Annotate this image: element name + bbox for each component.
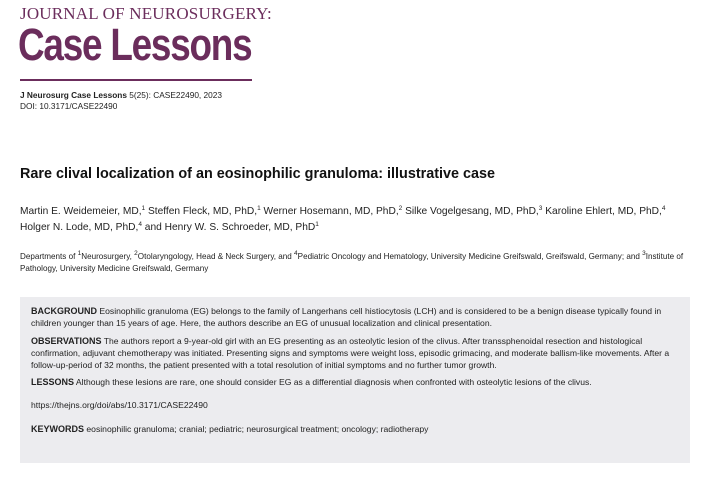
department: Institute of Pathology, University Medicine Greifswald, Germany [20, 252, 684, 273]
citation-block [20, 90, 222, 112]
affiliation-mark: 3 [538, 205, 543, 212]
author: Silke Vogelgesang, MD, PhD, [402, 206, 539, 217]
abstract-keywords [31, 423, 679, 435]
journal-name-line1: JOURNAL OF NEUROSURGERY: [20, 4, 272, 23]
departments [20, 251, 696, 275]
volume-info: 5(25): CASE22490, 2023 [126, 90, 223, 100]
lessons-heading: LESSONS [31, 377, 75, 388]
affiliation-mark: 2 [398, 205, 403, 212]
journal-logo-case-lessons: Case Lessons [18, 19, 252, 70]
author: Steffen Fleck, MD, PhD, [145, 206, 258, 217]
abstract-observations [31, 335, 679, 372]
department: Neurosurgery, [81, 252, 135, 261]
lessons-text: Although these lesions are rare, one should consider EG as a differential diagnosis when confronted with osteolytic lesions of the clivus. [74, 377, 592, 388]
author: Werner Hosemann, MD, PhD, [260, 206, 399, 217]
keywords-heading: KEYWORDS [31, 424, 85, 435]
affiliation-mark: 4 [138, 221, 142, 228]
author: Karoline Ehlert, MD, PhD, [542, 206, 662, 217]
department: Otolaryngology, Head & Neck Surgery, and [137, 252, 295, 261]
affiliation-mark: 1 [141, 205, 146, 212]
affiliation-mark: 4 [661, 205, 666, 212]
affiliation-mark: 1 [257, 205, 261, 212]
keywords-text: eosinophilic granuloma; cranial; pediatric; neurosurgical treatment; oncology; radiotherapy [84, 424, 429, 435]
author: Holger N. Lode, MD, PhD, [20, 222, 139, 233]
abstract-box [20, 297, 690, 463]
affiliation-mark: 4 [294, 250, 298, 257]
article-title: Rare clival localization of an eosinophilic granuloma: illustrative case [20, 166, 496, 182]
affiliation-mark: 2 [134, 250, 138, 257]
citation-line [20, 90, 222, 101]
affiliation-mark: 3 [642, 250, 646, 257]
journal-abbrev: J Neurosurg Case Lessons [20, 90, 127, 100]
author: Martin E. Weidemeier, MD, [20, 206, 142, 217]
author: and Henry W. S. Schroeder, MD, PhD [141, 222, 316, 233]
department: Pediatric Oncology and Hematology, University Medicine Greifswald, Greifswald, Germany; and [297, 252, 643, 261]
logo-underline [20, 79, 252, 81]
affiliation-mark: 1 [77, 250, 82, 257]
observations-heading: OBSERVATIONS [31, 335, 102, 346]
doi: DOI: 10.3171/CASE22490 [20, 101, 118, 111]
abstract-background [31, 305, 679, 330]
departments-prefix: Departments of [20, 252, 78, 261]
observations-text: The authors report a 9-year-old girl with an EG presenting as an osteolytic lesion of the clivus. After transsphenoidal resection and histological confirmation, adjuvant chemotherapy was initiated. Presenting signs and symptoms were weight loss, episodic grimacing, and moderate ballism-like movements. After a follow-up-period of 32 months, the patient presented with a total resolution of initial symptoms and no further tumor growth. [31, 335, 670, 371]
abstract-lessons [31, 376, 679, 388]
affiliation-mark: 1 [315, 221, 319, 228]
background-text: Eosinophilic granuloma (EG) belongs to the family of Langerhans cell histiocytosis (LCH) and is considered to be a benign disease typically found in children younger than 15 years of age. Here, the authors describe an EG of unusual localization and clinical presentation. [31, 306, 662, 329]
article-url-link[interactable]: https://thejns.org/doi/abs/10.3171/CASE22490 [31, 399, 208, 410]
author-list [20, 204, 696, 236]
background-heading: BACKGROUND [31, 306, 97, 316]
